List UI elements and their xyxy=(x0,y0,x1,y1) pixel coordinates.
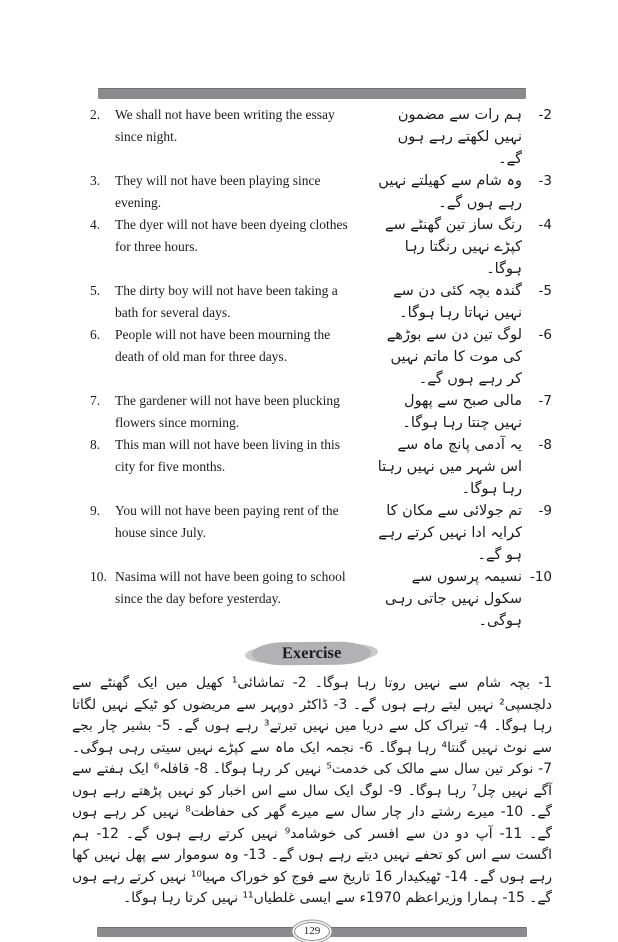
english-item-number: 7. xyxy=(90,393,101,408)
english-sentence: People will not have been mourning the death of old man for three days. xyxy=(115,327,331,364)
urdu-sentence: رنگ ساز تین گھنٹے سے کپڑے نہیں رنگتا رہا ہوگا۔ xyxy=(385,217,522,277)
urdu-sentence: مالی صبح سے پھول نہیں چنتا رہا ہوگا۔ xyxy=(402,393,522,431)
english-cell xyxy=(90,566,373,610)
list-item xyxy=(72,390,552,434)
english-cell xyxy=(90,324,373,368)
english-cell xyxy=(90,214,373,258)
list-item xyxy=(72,566,552,632)
urdu-sentence: تم جولائی سے مکان کا کرایہ ادا نہیں کرتے رہے ہو گے۔ xyxy=(378,503,522,563)
english-sentence: Nasima will not have been going to school since the day before yesterday. xyxy=(115,569,346,606)
english-sentence: We shall not have been writing the essay since night. xyxy=(115,107,335,144)
urdu-sentence: وہ شام سے کھیلتے نہیں رہے ہوں گے۔ xyxy=(378,173,522,211)
urdu-sentence: ہم رات سے مضمون نہیں لکھتے رہے ہوں گے۔ xyxy=(397,107,522,167)
top-divider-bar xyxy=(98,88,526,99)
urdu-cell xyxy=(373,280,552,324)
urdu-cell xyxy=(373,390,552,434)
english-cell xyxy=(90,170,373,214)
english-sentence: The dyer will not have been dyeing clothes for three hours. xyxy=(115,217,348,254)
urdu-sentence: گندہ بچہ کئی دن سے نہیں نہاتا رہا ہوگا۔ xyxy=(393,283,522,321)
exercise-paragraph: 1- بچہ شام سے نہیں روتا رہا ہوگا۔ 2- تماشائی¹ کھیل میں ایک گھنٹے سے دلچسپی² نہیں لیتے رہے ہوں گے۔ 3- ڈاکٹر دوپہر سے مریضوں کو ٹیکے نہیں لگاتا رہا ہوگا۔ 4- تیراک کل سے دریا میں نہیں تیرتے³ رہے ہوں گے۔ 5- بشیر چار بجے سے نوٹ نہیں گنتا⁴ رہا ہوگا۔ 6- نجمہ ایک ماہ سے کپڑے نہیں سیتی رہی ہوگی۔ 7- نوکر تین سال سے مالک کی خدمت⁵ نہیں کر رہا ہوگا۔ 8- قافلہ⁶ ایک ہفتے سے آگے نہیں چل⁷ رہا ہوگا۔ 9- لوگ ایک سال سے اس اخبار کو نہیں پڑھتے رہے ہوں گے۔ 10- میرے رشتے دار چار سال سے میرے گھر کی حفاظت⁸ نہیں کر رہے ہوں گے۔ 11- آپ دو دن سے افسر کی خوشامد⁹ نہیں کرتے رہے ہوں گے۔ 12- ہم اگست سے اس کو تحفے نہیں دیتے رہے ہوں گے۔ 13- وہ سوموار سے پھل نہیں کھا رہے ہوں گے۔ 14- ٹھیکیدار 16 تاریخ سے فوج کو خوراک مہیا¹⁰ نہیں کرتے رہے ہوں گے۔ 15- ہمارا وزیراعظم 1970ء سے ایسی غلطیاں¹¹ نہیں کرتا رہا ہوگا۔ xyxy=(72,675,553,906)
urdu-item-number: 3- xyxy=(538,173,552,189)
english-cell xyxy=(90,390,373,434)
urdu-sentence: نسیمہ پرسوں سے سکول نہیں جاتی رہی ہوگی۔ xyxy=(384,569,522,629)
list-item xyxy=(72,434,552,500)
english-item-number: 5. xyxy=(90,283,101,298)
exercise-heading: Exercise xyxy=(252,641,371,665)
urdu-item-number: 6- xyxy=(538,327,552,343)
english-item-number: 2. xyxy=(90,107,101,122)
urdu-item-number: 10- xyxy=(529,569,552,585)
list-item xyxy=(72,280,552,324)
urdu-item-number: 5- xyxy=(538,283,552,299)
urdu-item-number: 2- xyxy=(538,107,552,123)
translation-list xyxy=(72,104,552,632)
list-item xyxy=(72,324,552,390)
english-cell xyxy=(90,280,373,324)
urdu-cell xyxy=(373,170,552,214)
english-item-number: 9. xyxy=(90,503,101,518)
english-item-number: 6. xyxy=(90,327,101,342)
english-sentence: They will not have been playing since evening. xyxy=(115,173,321,210)
page-footer xyxy=(72,922,552,942)
urdu-item-number: 9- xyxy=(538,503,552,519)
urdu-item-number: 8- xyxy=(538,437,552,453)
urdu-item-number: 7- xyxy=(538,393,552,409)
english-item-number: 8. xyxy=(90,437,101,452)
urdu-sentence: یہ آدمی پانچ ماہ سے اس شہر میں نہیں رہتا رہا ہوگا۔ xyxy=(377,437,522,497)
english-cell xyxy=(90,500,373,544)
english-sentence: The gardener will not have been plucking flowers since morning. xyxy=(115,393,340,430)
list-item xyxy=(72,104,552,170)
english-cell xyxy=(90,104,373,148)
english-item-number: 3. xyxy=(90,173,101,188)
urdu-cell xyxy=(373,104,552,170)
list-item xyxy=(72,214,552,280)
urdu-cell xyxy=(373,214,552,280)
exercise-heading-wrap xyxy=(72,642,552,665)
urdu-cell xyxy=(373,566,552,632)
urdu-cell xyxy=(373,434,552,500)
english-sentence: You will not have been paying rent of the house since July. xyxy=(115,503,339,540)
urdu-item-number: 4- xyxy=(538,217,552,233)
english-sentence: The dirty boy will not have been taking a bath for several days. xyxy=(115,283,338,320)
urdu-sentence: لوگ تین دن سے بوڑھے کی موت کا ماتم نہیں کر رہے ہوں گے۔ xyxy=(386,327,522,387)
list-item xyxy=(72,500,552,566)
english-sentence: This man will not have been living in this city for five months. xyxy=(115,437,340,474)
book-page xyxy=(0,88,618,942)
english-item-number: 4. xyxy=(90,217,101,232)
english-item-number: 10. xyxy=(90,569,107,584)
urdu-cell xyxy=(373,500,552,566)
list-item xyxy=(72,170,552,214)
page-number-badge: 129 xyxy=(294,922,330,941)
urdu-cell xyxy=(373,324,552,390)
english-cell xyxy=(90,434,373,478)
